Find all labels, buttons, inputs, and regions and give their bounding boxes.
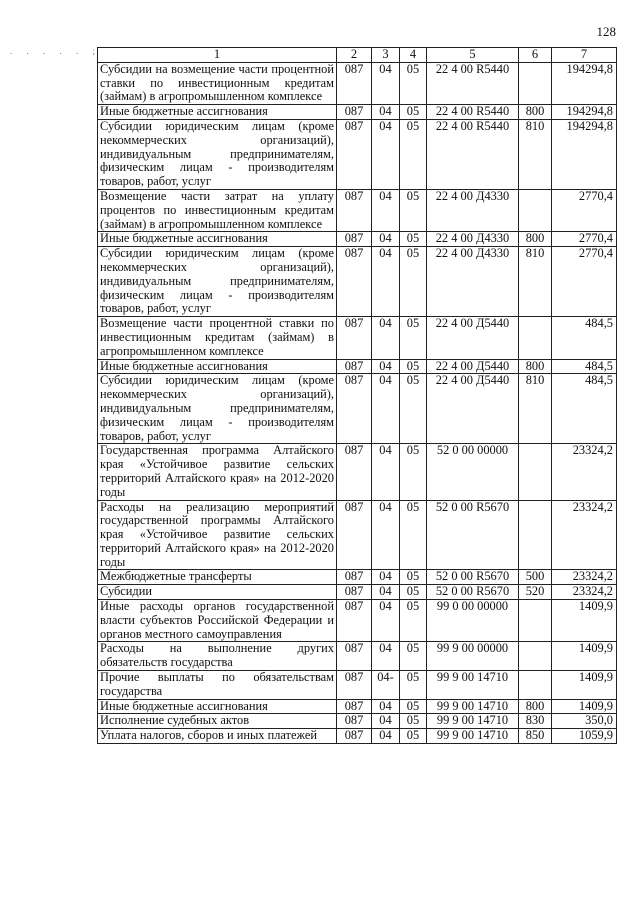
row-subsection: 05: [400, 189, 427, 231]
row-amount: 194294,8: [552, 105, 617, 120]
row-expense-type: [519, 600, 552, 642]
row-amount: 1409,9: [552, 699, 617, 714]
row-section: 04: [372, 317, 400, 359]
row-ministry-code: 087: [337, 359, 372, 374]
row-section: 04: [372, 714, 400, 729]
row-subsection: 05: [400, 119, 427, 189]
header-col-1: 1: [98, 48, 337, 63]
row-expense-type: 800: [519, 105, 552, 120]
row-expense-type: 810: [519, 247, 552, 317]
row-section: 04: [372, 232, 400, 247]
row-ministry-code: 087: [337, 714, 372, 729]
row-target-article: 99 9 00 14710: [427, 729, 519, 744]
row-section: 04-: [372, 671, 400, 700]
table-row: [98, 570, 617, 585]
row-expense-type: 830: [519, 714, 552, 729]
row-amount: 23324,2: [552, 500, 617, 570]
row-target-article: 22 4 00 Д5440: [427, 374, 519, 444]
budget-table-container: [97, 47, 616, 744]
row-expense-type: 850: [519, 729, 552, 744]
row-target-article: 52 0 00 R5670: [427, 500, 519, 570]
row-subsection: 05: [400, 374, 427, 444]
row-name: Прочие выплаты по обязательствам государства: [98, 671, 337, 700]
row-section: 04: [372, 585, 400, 600]
row-expense-type: [519, 671, 552, 700]
row-subsection: 05: [400, 570, 427, 585]
row-subsection: 05: [400, 232, 427, 247]
row-ministry-code: 087: [337, 444, 372, 500]
row-name: Субсидии юридическим лицам (кроме некоммерческих организаций), индивидуальным предпринимателям, физическим лицам - производителям товаров, работ, услуг: [98, 374, 337, 444]
row-section: 04: [372, 729, 400, 744]
row-target-article: 22 4 00 Д5440: [427, 359, 519, 374]
table-row: [98, 105, 617, 120]
row-expense-type: 810: [519, 119, 552, 189]
row-amount: 2770,4: [552, 232, 617, 247]
row-expense-type: 800: [519, 232, 552, 247]
row-subsection: 05: [400, 105, 427, 120]
row-section: 04: [372, 359, 400, 374]
row-name: Субсидии: [98, 585, 337, 600]
row-amount: 1409,9: [552, 671, 617, 700]
row-target-article: 52 0 00 00000: [427, 444, 519, 500]
row-subsection: 05: [400, 444, 427, 500]
table-row: [98, 585, 617, 600]
row-amount: 23324,2: [552, 444, 617, 500]
row-target-article: 22 4 00 R5440: [427, 119, 519, 189]
row-ministry-code: 087: [337, 570, 372, 585]
row-subsection: 05: [400, 62, 427, 104]
row-target-article: 99 9 00 14710: [427, 699, 519, 714]
row-subsection: 05: [400, 699, 427, 714]
row-section: 04: [372, 699, 400, 714]
row-name: Иные бюджетные ассигнования: [98, 232, 337, 247]
row-name: Возмещение части процентной ставки по инвестиционным кредитам (займам) в агропромышленном комплексе: [98, 317, 337, 359]
row-name: Иные бюджетные ассигнования: [98, 699, 337, 714]
row-amount: 23324,2: [552, 570, 617, 585]
row-section: 04: [372, 374, 400, 444]
row-amount: 484,5: [552, 317, 617, 359]
row-expense-type: 800: [519, 699, 552, 714]
row-subsection: 05: [400, 500, 427, 570]
row-section: 04: [372, 119, 400, 189]
row-target-article: 22 4 00 R5440: [427, 62, 519, 104]
row-target-article: 99 9 00 14710: [427, 714, 519, 729]
row-name: Иные бюджетные ассигнования: [98, 359, 337, 374]
header-row: [98, 48, 617, 63]
table-row: [98, 189, 617, 231]
page-number: 128: [596, 24, 616, 39]
row-ministry-code: 087: [337, 671, 372, 700]
table-row: [98, 247, 617, 317]
row-target-article: 22 4 00 Д4330: [427, 189, 519, 231]
table-row: [98, 729, 617, 744]
row-subsection: 05: [400, 585, 427, 600]
table-row: [98, 714, 617, 729]
table-row: [98, 317, 617, 359]
row-ministry-code: 087: [337, 699, 372, 714]
row-amount: 1409,9: [552, 642, 617, 671]
table-row: [98, 699, 617, 714]
row-name: Исполнение судебных актов: [98, 714, 337, 729]
row-section: 04: [372, 105, 400, 120]
row-expense-type: 800: [519, 359, 552, 374]
row-ministry-code: 087: [337, 729, 372, 744]
table-row: [98, 642, 617, 671]
row-name: Возмещение части затрат на уплату процентов по инвестиционным кредитам (займам) в агропромышленном комплексе: [98, 189, 337, 231]
row-amount: 484,5: [552, 374, 617, 444]
row-target-article: 22 4 00 R5440: [427, 105, 519, 120]
row-name: Расходы на реализацию мероприятий государственной программы Алтайского края «Устойчивое развитие сельских территорий Алтайского края» на 2012-2020 годы: [98, 500, 337, 570]
row-name: Иные расходы органов государственной власти субъектов Российской Федерации и органов местного самоуправления: [98, 600, 337, 642]
table-row: [98, 444, 617, 500]
row-subsection: 05: [400, 714, 427, 729]
table-row: [98, 600, 617, 642]
table-row: [98, 671, 617, 700]
row-amount: 484,5: [552, 359, 617, 374]
row-expense-type: 500: [519, 570, 552, 585]
row-section: 04: [372, 570, 400, 585]
row-ministry-code: 087: [337, 189, 372, 231]
row-expense-type: 810: [519, 374, 552, 444]
header-col-5: 5: [427, 48, 519, 63]
row-target-article: 99 9 00 00000: [427, 642, 519, 671]
row-amount: 2770,4: [552, 189, 617, 231]
row-ministry-code: 087: [337, 317, 372, 359]
row-subsection: 05: [400, 600, 427, 642]
row-subsection: 05: [400, 642, 427, 671]
row-name: Иные бюджетные ассигнования: [98, 105, 337, 120]
table-row: [98, 359, 617, 374]
row-name: Уплата налогов, сборов и иных платежей: [98, 729, 337, 744]
row-ministry-code: 087: [337, 232, 372, 247]
row-amount: 1409,9: [552, 600, 617, 642]
row-subsection: 05: [400, 671, 427, 700]
row-ministry-code: 087: [337, 585, 372, 600]
row-expense-type: [519, 444, 552, 500]
row-ministry-code: 087: [337, 600, 372, 642]
budget-table: [97, 47, 617, 744]
row-amount: 350,0: [552, 714, 617, 729]
row-expense-type: [519, 500, 552, 570]
row-name: Субсидии на возмещение части процентной ставки по инвестиционным кредитам (займам) в агропромышленном комплексе: [98, 62, 337, 104]
row-target-article: 99 9 00 14710: [427, 671, 519, 700]
row-name: Расходы на выполнение других обязательств государства: [98, 642, 337, 671]
header-col-6: 6: [519, 48, 552, 63]
row-subsection: 05: [400, 729, 427, 744]
row-name: Субсидии юридическим лицам (кроме некоммерческих организаций), индивидуальным предпринимателям, физическим лицам - производителям товаров, работ, услуг: [98, 119, 337, 189]
row-target-article: 99 0 00 00000: [427, 600, 519, 642]
row-ministry-code: 087: [337, 374, 372, 444]
header-col-3: 3: [372, 48, 400, 63]
row-amount: 23324,2: [552, 585, 617, 600]
row-expense-type: 520: [519, 585, 552, 600]
table-row: [98, 62, 617, 104]
row-target-article: 52 0 00 R5670: [427, 570, 519, 585]
row-ministry-code: 087: [337, 247, 372, 317]
row-expense-type: [519, 642, 552, 671]
row-subsection: 05: [400, 317, 427, 359]
header-col-4: 4: [400, 48, 427, 63]
row-subsection: 05: [400, 359, 427, 374]
row-section: 04: [372, 189, 400, 231]
row-target-article: 22 4 00 Д4330: [427, 247, 519, 317]
row-name: Субсидии юридическим лицам (кроме некоммерческих организаций), индивидуальным предпринимателям, физическим лицам - производителям товаров, работ, услуг: [98, 247, 337, 317]
row-target-article: 22 4 00 Д5440: [427, 317, 519, 359]
row-expense-type: [519, 62, 552, 104]
row-ministry-code: 087: [337, 642, 372, 671]
row-target-article: 52 0 00 R5670: [427, 585, 519, 600]
row-target-article: 22 4 00 Д4330: [427, 232, 519, 247]
row-amount: 1059,9: [552, 729, 617, 744]
header-col-2: 2: [337, 48, 372, 63]
row-ministry-code: 087: [337, 105, 372, 120]
header-col-7: 7: [552, 48, 617, 63]
row-subsection: 05: [400, 247, 427, 317]
row-section: 04: [372, 500, 400, 570]
row-expense-type: [519, 189, 552, 231]
row-amount: 194294,8: [552, 62, 617, 104]
table-body: [98, 62, 617, 743]
margin-marks: . . . . . ;: [10, 46, 102, 56]
table-row: [98, 374, 617, 444]
row-ministry-code: 087: [337, 62, 372, 104]
row-name: Государственная программа Алтайского края «Устойчивое развитие сельских территорий Алтайского края» на 2012-2020 годы: [98, 444, 337, 500]
row-section: 04: [372, 444, 400, 500]
table-row: [98, 500, 617, 570]
row-section: 04: [372, 600, 400, 642]
table-row: [98, 119, 617, 189]
row-amount: 194294,8: [552, 119, 617, 189]
row-expense-type: [519, 317, 552, 359]
row-ministry-code: 087: [337, 119, 372, 189]
row-section: 04: [372, 62, 400, 104]
row-ministry-code: 087: [337, 500, 372, 570]
row-section: 04: [372, 642, 400, 671]
row-name: Межбюджетные трансферты: [98, 570, 337, 585]
table-row: [98, 232, 617, 247]
row-amount: 2770,4: [552, 247, 617, 317]
row-section: 04: [372, 247, 400, 317]
